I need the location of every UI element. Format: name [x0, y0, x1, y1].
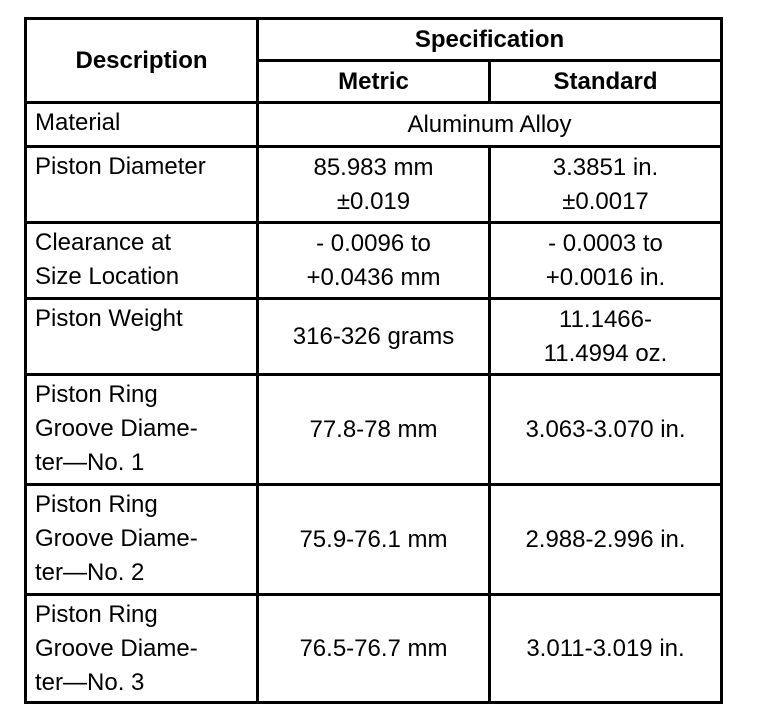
- header-metric: Metric: [258, 61, 490, 103]
- row-description: Piston Diameter: [26, 147, 258, 223]
- row-description: Piston Ring Groove Diame- ter—No. 1: [26, 375, 258, 485]
- table-row: [26, 103, 722, 147]
- standard-value: 2.988-2.996 in.: [490, 485, 722, 595]
- header-standard: Standard: [490, 61, 722, 103]
- metric-value: 75.9-76.1 mm: [258, 485, 490, 595]
- table-row: [26, 485, 722, 595]
- spec-table: [24, 17, 723, 704]
- metric-value: 85.983 mm ±0.019: [258, 147, 490, 223]
- metric-value: 77.8-78 mm: [258, 375, 490, 485]
- table-row: [26, 375, 722, 485]
- standard-value: 11.1466- 11.4994 oz.: [490, 299, 722, 375]
- standard-value: - 0.0003 to +0.0016 in.: [490, 223, 722, 299]
- table-row: [26, 595, 722, 703]
- table-row: [26, 299, 722, 375]
- table-row: [26, 223, 722, 299]
- table-row: [26, 147, 722, 223]
- row-description: Piston Weight: [26, 299, 258, 375]
- standard-value: 3.011-3.019 in.: [490, 595, 722, 703]
- row-description: Material: [26, 103, 258, 147]
- header-specification: Specification: [258, 19, 722, 61]
- row-description: Piston Ring Groove Diame- ter—No. 3: [26, 595, 258, 703]
- material-value: Aluminum Alloy: [258, 103, 722, 147]
- header-description: Description: [26, 19, 258, 103]
- metric-value: 76.5-76.7 mm: [258, 595, 490, 703]
- metric-value: - 0.0096 to +0.0436 mm: [258, 223, 490, 299]
- metric-value: 316-326 grams: [258, 299, 490, 375]
- standard-value: 3.063-3.070 in.: [490, 375, 722, 485]
- standard-value: 3.3851 in. ±0.0017: [490, 147, 722, 223]
- row-description: Piston Ring Groove Diame- ter—No. 2: [26, 485, 258, 595]
- row-description: Clearance at Size Location: [26, 223, 258, 299]
